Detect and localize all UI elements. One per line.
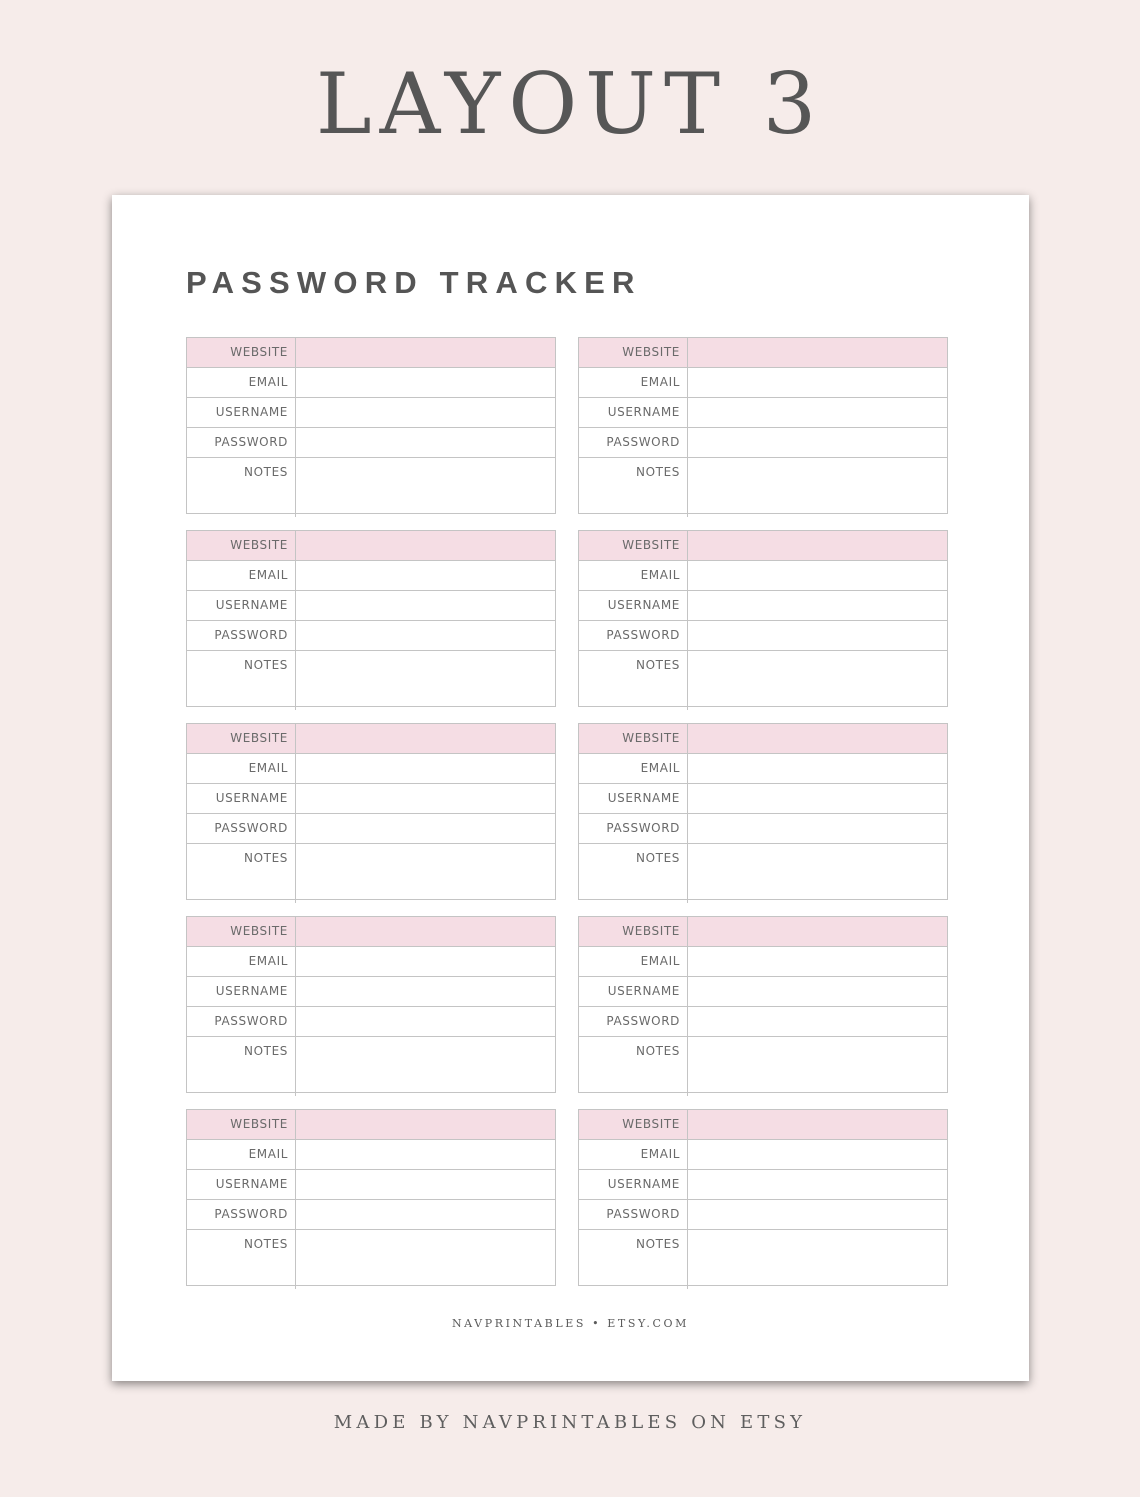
notes-field[interactable] — [296, 1037, 555, 1096]
notes-row — [187, 458, 555, 517]
password-entry-card-5 — [186, 723, 556, 900]
password-field[interactable] — [688, 428, 947, 457]
password-row — [187, 814, 555, 844]
password-field[interactable] — [688, 814, 947, 843]
email-field[interactable] — [296, 947, 555, 976]
username-row — [579, 591, 947, 621]
email-label: EMAIL — [187, 1140, 296, 1169]
email-label: EMAIL — [579, 754, 688, 783]
username-label: USERNAME — [187, 784, 296, 813]
notes-label: NOTES — [187, 458, 296, 517]
password-entry-card-1 — [186, 337, 556, 514]
website-field[interactable] — [296, 338, 555, 367]
username-label: USERNAME — [579, 977, 688, 1006]
email-row — [579, 561, 947, 591]
username-field[interactable] — [688, 977, 947, 1006]
printable-sheet — [112, 195, 1029, 1381]
website-field[interactable] — [688, 531, 947, 560]
notes-field[interactable] — [688, 844, 947, 903]
notes-field[interactable] — [296, 651, 555, 710]
email-row — [187, 1140, 555, 1170]
email-row — [579, 1140, 947, 1170]
password-label: PASSWORD — [187, 1200, 296, 1229]
email-row — [187, 754, 555, 784]
page-footer: MADE BY NAVPRINTABLES ON ETSY — [333, 1412, 807, 1433]
password-label: PASSWORD — [187, 621, 296, 650]
notes-row — [579, 651, 947, 710]
website-label: WEBSITE — [579, 917, 688, 946]
username-row — [579, 398, 947, 428]
notes-field[interactable] — [296, 1230, 555, 1289]
username-row — [187, 1170, 555, 1200]
username-label: USERNAME — [187, 1170, 296, 1199]
username-row — [187, 591, 555, 621]
sheet-title: PASSWORD TRACKER — [186, 265, 642, 300]
email-field[interactable] — [296, 368, 555, 397]
website-label: WEBSITE — [579, 1110, 688, 1139]
password-row — [579, 621, 947, 651]
username-field[interactable] — [296, 591, 555, 620]
website-label: WEBSITE — [187, 531, 296, 560]
password-entry-card-3 — [186, 530, 556, 707]
notes-row — [187, 1230, 555, 1289]
password-field[interactable] — [688, 1007, 947, 1036]
email-label: EMAIL — [187, 947, 296, 976]
password-field[interactable] — [688, 1200, 947, 1229]
notes-label: NOTES — [579, 651, 688, 710]
website-row — [187, 724, 555, 754]
website-label: WEBSITE — [187, 338, 296, 367]
website-label: WEBSITE — [579, 724, 688, 753]
username-field[interactable] — [688, 591, 947, 620]
username-row — [187, 977, 555, 1007]
website-row — [187, 531, 555, 561]
username-label: USERNAME — [187, 591, 296, 620]
notes-row — [187, 1037, 555, 1096]
notes-row — [187, 844, 555, 903]
password-entry-card-6 — [578, 723, 948, 900]
username-field[interactable] — [296, 784, 555, 813]
password-label: PASSWORD — [187, 1007, 296, 1036]
password-row — [579, 428, 947, 458]
notes-field[interactable] — [688, 1037, 947, 1096]
username-field[interactable] — [296, 398, 555, 427]
password-field[interactable] — [688, 621, 947, 650]
email-label: EMAIL — [579, 1140, 688, 1169]
email-field[interactable] — [688, 368, 947, 397]
email-row — [579, 368, 947, 398]
password-field[interactable] — [296, 428, 555, 457]
username-row — [579, 977, 947, 1007]
notes-field[interactable] — [688, 458, 947, 517]
website-row — [187, 338, 555, 368]
username-row — [187, 784, 555, 814]
layout-title: LAYOUT 3 — [315, 55, 825, 153]
username-label: USERNAME — [187, 977, 296, 1006]
username-field[interactable] — [296, 977, 555, 1006]
website-row — [187, 917, 555, 947]
password-entry-card-8 — [578, 916, 948, 1093]
notes-row — [579, 1037, 947, 1096]
email-label: EMAIL — [579, 368, 688, 397]
username-label: USERNAME — [579, 784, 688, 813]
password-label: PASSWORD — [579, 428, 688, 457]
username-label: USERNAME — [579, 1170, 688, 1199]
password-label: PASSWORD — [187, 428, 296, 457]
notes-field[interactable] — [688, 651, 947, 710]
website-row — [579, 917, 947, 947]
website-label: WEBSITE — [187, 724, 296, 753]
password-entry-card-10 — [578, 1109, 948, 1286]
password-entry-card-2 — [578, 337, 948, 514]
notes-label: NOTES — [187, 844, 296, 903]
notes-label: NOTES — [187, 1230, 296, 1289]
username-label: USERNAME — [579, 398, 688, 427]
email-field[interactable] — [688, 1140, 947, 1169]
website-field[interactable] — [688, 1110, 947, 1139]
email-field[interactable] — [296, 754, 555, 783]
password-row — [187, 1007, 555, 1037]
email-row — [187, 947, 555, 977]
email-row — [187, 368, 555, 398]
website-field[interactable] — [688, 917, 947, 946]
notes-label: NOTES — [579, 458, 688, 517]
password-field[interactable] — [296, 621, 555, 650]
username-row — [579, 1170, 947, 1200]
notes-row — [187, 651, 555, 710]
notes-field[interactable] — [296, 458, 555, 517]
password-label: PASSWORD — [187, 814, 296, 843]
username-field[interactable] — [296, 1170, 555, 1199]
email-field[interactable] — [296, 561, 555, 590]
email-field[interactable] — [688, 947, 947, 976]
password-row — [187, 621, 555, 651]
email-row — [187, 561, 555, 591]
email-field[interactable] — [296, 1140, 555, 1169]
website-field[interactable] — [688, 338, 947, 367]
password-row — [579, 1200, 947, 1230]
website-field[interactable] — [688, 724, 947, 753]
password-row — [579, 1007, 947, 1037]
password-row — [187, 428, 555, 458]
username-field[interactable] — [688, 1170, 947, 1199]
username-row — [579, 784, 947, 814]
password-label: PASSWORD — [579, 1007, 688, 1036]
email-field[interactable] — [688, 561, 947, 590]
email-row — [579, 947, 947, 977]
password-field[interactable] — [296, 1007, 555, 1036]
notes-row — [579, 458, 947, 517]
website-field[interactable] — [296, 1110, 555, 1139]
password-row — [187, 1200, 555, 1230]
website-row — [579, 1110, 947, 1140]
website-label: WEBSITE — [187, 917, 296, 946]
notes-row — [579, 844, 947, 903]
password-field[interactable] — [296, 1200, 555, 1229]
website-field[interactable] — [296, 531, 555, 560]
website-label: WEBSITE — [579, 338, 688, 367]
website-field[interactable] — [296, 724, 555, 753]
website-label: WEBSITE — [579, 531, 688, 560]
notes-field[interactable] — [296, 844, 555, 903]
notes-label: NOTES — [579, 844, 688, 903]
username-label: USERNAME — [579, 591, 688, 620]
password-label: PASSWORD — [579, 1200, 688, 1229]
password-row — [579, 814, 947, 844]
email-label: EMAIL — [187, 561, 296, 590]
email-label: EMAIL — [187, 368, 296, 397]
website-row — [579, 724, 947, 754]
sheet-footer: NAVPRINTABLES • ETSY.COM — [451, 1317, 690, 1330]
email-row — [579, 754, 947, 784]
email-label: EMAIL — [187, 754, 296, 783]
username-row — [187, 398, 555, 428]
password-label: PASSWORD — [579, 814, 688, 843]
notes-field[interactable] — [688, 1230, 947, 1289]
notes-label: NOTES — [187, 1037, 296, 1096]
notes-label: NOTES — [579, 1230, 688, 1289]
username-field[interactable] — [688, 398, 947, 427]
website-label: WEBSITE — [187, 1110, 296, 1139]
password-label: PASSWORD — [579, 621, 688, 650]
email-label: EMAIL — [579, 561, 688, 590]
website-row — [579, 338, 947, 368]
website-row — [579, 531, 947, 561]
email-field[interactable] — [688, 754, 947, 783]
password-field[interactable] — [296, 814, 555, 843]
username-field[interactable] — [688, 784, 947, 813]
password-entry-card-7 — [186, 916, 556, 1093]
email-label: EMAIL — [579, 947, 688, 976]
notes-row — [579, 1230, 947, 1289]
password-entry-card-9 — [186, 1109, 556, 1286]
website-field[interactable] — [296, 917, 555, 946]
username-label: USERNAME — [187, 398, 296, 427]
website-row — [187, 1110, 555, 1140]
notes-label: NOTES — [579, 1037, 688, 1096]
password-entry-card-4 — [578, 530, 948, 707]
notes-label: NOTES — [187, 651, 296, 710]
